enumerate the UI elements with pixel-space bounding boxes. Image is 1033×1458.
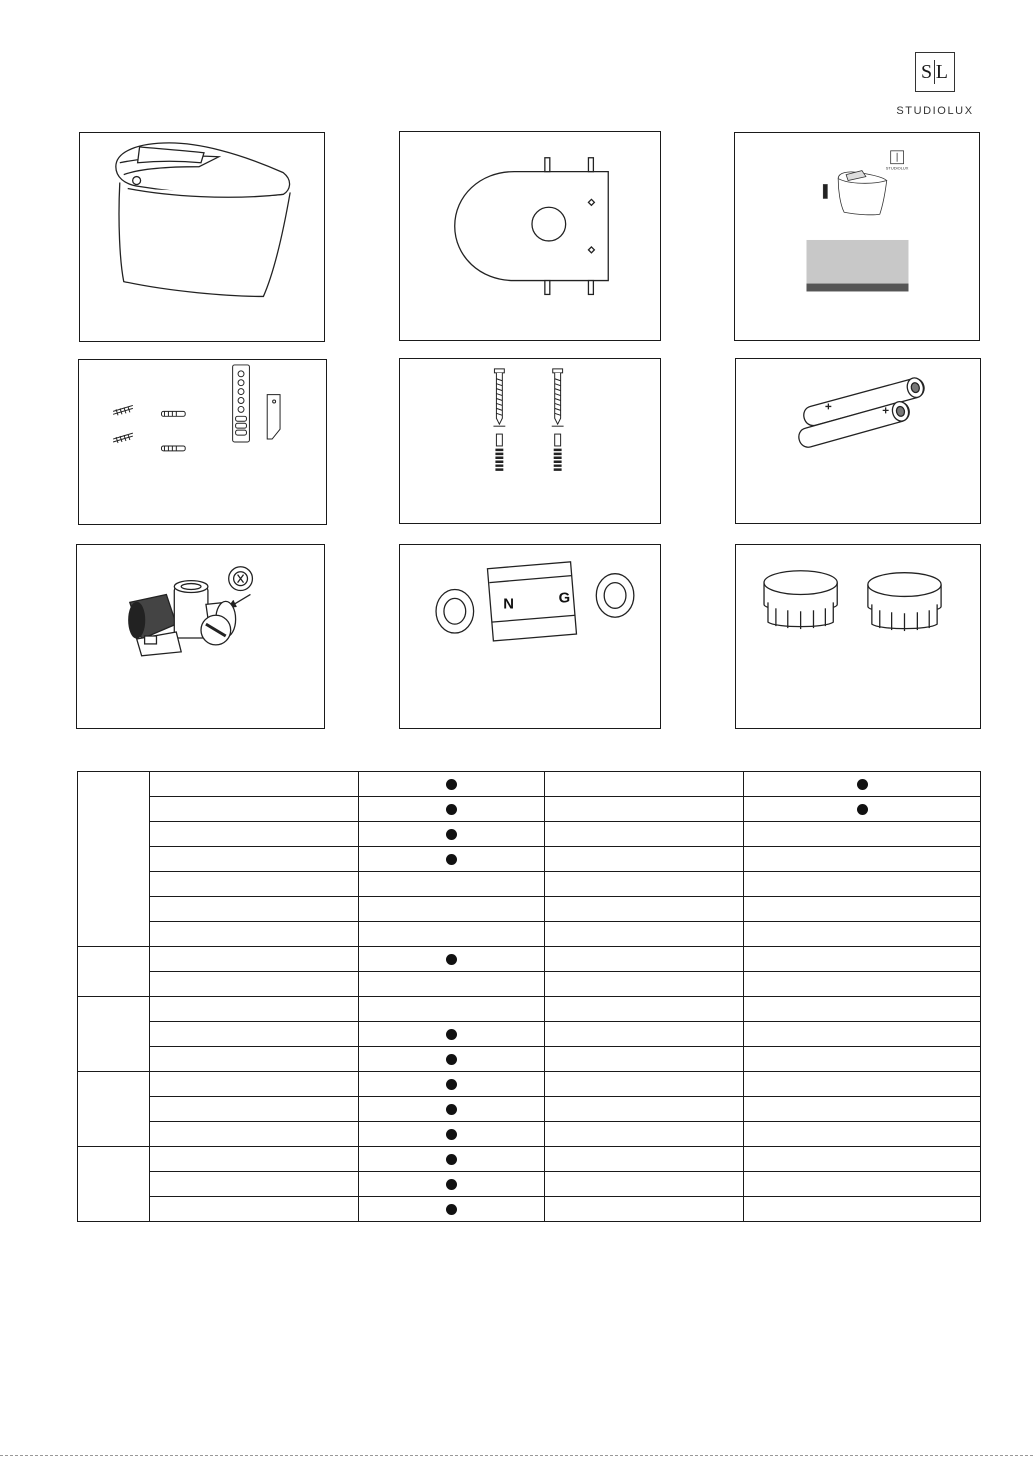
table-row xyxy=(78,772,981,797)
option-cell xyxy=(744,1172,981,1197)
item-cell xyxy=(149,997,358,1022)
option-cell xyxy=(545,1072,744,1097)
included-dot-icon xyxy=(446,1104,457,1115)
connector-label-g: G xyxy=(558,590,571,607)
item-cell xyxy=(149,822,358,847)
included-dot-icon xyxy=(446,1054,457,1065)
option-cell xyxy=(545,947,744,972)
table-row xyxy=(78,1022,981,1047)
option-cell xyxy=(545,1147,744,1172)
item-cell xyxy=(149,797,358,822)
included-dot-icon xyxy=(446,1179,457,1190)
bolts-anchors-icon xyxy=(400,359,660,523)
table-row xyxy=(78,1072,981,1097)
option-cell xyxy=(744,1147,981,1172)
page-edge-rule xyxy=(0,1455,1033,1456)
option-cell xyxy=(358,1097,545,1122)
option-cell xyxy=(358,1197,545,1222)
option-cell xyxy=(545,1172,744,1197)
option-cell xyxy=(358,1072,545,1097)
option-cell xyxy=(744,847,981,872)
option-cell xyxy=(744,947,981,972)
option-cell xyxy=(545,1047,744,1072)
option-cell xyxy=(744,1122,981,1147)
included-dot-icon xyxy=(446,829,457,840)
option-cell xyxy=(744,972,981,997)
table-row xyxy=(78,947,981,972)
item-cell xyxy=(149,922,358,947)
table-row xyxy=(78,897,981,922)
item-cell xyxy=(149,1147,358,1172)
included-dot-icon xyxy=(446,1154,457,1165)
item-cell xyxy=(149,1122,358,1147)
included-dot-icon xyxy=(446,1079,457,1090)
option-cell xyxy=(358,1022,545,1047)
table-row xyxy=(78,922,981,947)
option-cell xyxy=(358,897,545,922)
item-cell xyxy=(149,897,358,922)
part-bolts-anchors xyxy=(399,358,661,524)
included-dot-icon xyxy=(446,804,457,815)
option-cell xyxy=(744,922,981,947)
item-cell xyxy=(149,872,358,897)
item-cell xyxy=(149,972,358,997)
item-cell xyxy=(149,1022,358,1047)
spec-table xyxy=(77,771,981,1222)
option-cell xyxy=(358,872,545,897)
logo-mark xyxy=(915,52,955,92)
brand-logo xyxy=(888,52,982,117)
option-cell xyxy=(358,822,545,847)
table-row xyxy=(78,872,981,897)
option-cell xyxy=(545,1122,744,1147)
included-dot-icon xyxy=(446,954,457,965)
included-dot-icon xyxy=(446,1204,457,1215)
option-cell xyxy=(744,772,981,797)
option-cell xyxy=(358,1172,545,1197)
mini-wordmark: STUDIOLUX xyxy=(885,165,909,171)
table-row xyxy=(78,997,981,1022)
option-cell xyxy=(358,847,545,872)
option-cell xyxy=(358,972,545,997)
option-cell xyxy=(744,822,981,847)
included-dot-icon xyxy=(446,1029,457,1040)
item-cell xyxy=(149,1197,358,1222)
option-cell xyxy=(744,1047,981,1072)
plugs-caps-icon xyxy=(736,545,980,728)
included-dot-icon xyxy=(857,804,868,815)
item-cell xyxy=(149,1047,358,1072)
part-screws-remote xyxy=(78,359,327,525)
group-cell xyxy=(78,1147,150,1222)
option-cell xyxy=(744,1097,981,1122)
table-row xyxy=(78,972,981,997)
logo-letter-s: S xyxy=(921,61,933,83)
option-cell xyxy=(744,1022,981,1047)
toilet-icon xyxy=(80,133,324,341)
seat-cover-icon xyxy=(400,132,660,340)
option-cell xyxy=(358,947,545,972)
included-dot-icon xyxy=(857,779,868,790)
connector-rings-icon xyxy=(400,545,660,728)
option-cell xyxy=(744,1072,981,1097)
table-row xyxy=(78,822,981,847)
group-cell xyxy=(78,947,150,997)
screws-remote-bracket-icon xyxy=(79,360,326,524)
option-cell xyxy=(545,897,744,922)
option-cell xyxy=(358,772,545,797)
included-dot-icon xyxy=(446,1129,457,1140)
option-cell xyxy=(358,1047,545,1072)
option-cell xyxy=(545,1022,744,1047)
option-cell xyxy=(545,772,744,797)
option-cell xyxy=(358,997,545,1022)
option-cell xyxy=(744,1197,981,1222)
option-cell xyxy=(358,797,545,822)
group-cell xyxy=(78,1072,150,1147)
part-connector-rings xyxy=(399,544,661,729)
part-angle-valve xyxy=(76,544,325,729)
item-cell xyxy=(149,947,358,972)
angle-valve-icon xyxy=(77,545,324,728)
logo-letter-l: L xyxy=(935,61,948,83)
included-dot-icon xyxy=(446,854,457,865)
connector-label-n: N xyxy=(503,596,515,613)
part-toilet xyxy=(79,132,325,342)
item-cell xyxy=(149,1072,358,1097)
table-row xyxy=(78,1172,981,1197)
option-cell xyxy=(358,1147,545,1172)
table-row xyxy=(78,1047,981,1072)
item-cell xyxy=(149,1097,358,1122)
option-cell xyxy=(358,1122,545,1147)
option-cell xyxy=(744,797,981,822)
option-cell xyxy=(545,822,744,847)
part-batteries xyxy=(735,358,981,524)
option-cell xyxy=(545,997,744,1022)
batteries-icon xyxy=(736,359,980,523)
option-cell xyxy=(545,847,744,872)
option-cell xyxy=(545,922,744,947)
table-row xyxy=(78,1122,981,1147)
table-row xyxy=(78,1197,981,1222)
logo-wordmark: STUDIOLUX xyxy=(896,105,974,117)
table-row xyxy=(78,847,981,872)
group-cell xyxy=(78,997,150,1072)
table-row xyxy=(78,1147,981,1172)
option-cell xyxy=(744,897,981,922)
option-cell xyxy=(545,872,744,897)
part-seat-cover xyxy=(399,131,661,341)
option-cell xyxy=(545,1097,744,1122)
option-cell xyxy=(545,797,744,822)
part-packaging xyxy=(734,132,980,341)
option-cell xyxy=(744,872,981,897)
item-cell xyxy=(149,772,358,797)
part-plugs-caps xyxy=(735,544,981,729)
option-cell xyxy=(545,1197,744,1222)
packaging-box-icon xyxy=(735,133,979,340)
table-row xyxy=(78,1097,981,1122)
item-cell xyxy=(149,1172,358,1197)
option-cell xyxy=(545,972,744,997)
option-cell xyxy=(744,997,981,1022)
group-cell xyxy=(78,772,150,947)
table-row xyxy=(78,797,981,822)
item-cell xyxy=(149,847,358,872)
option-cell xyxy=(358,922,545,947)
included-dot-icon xyxy=(446,779,457,790)
